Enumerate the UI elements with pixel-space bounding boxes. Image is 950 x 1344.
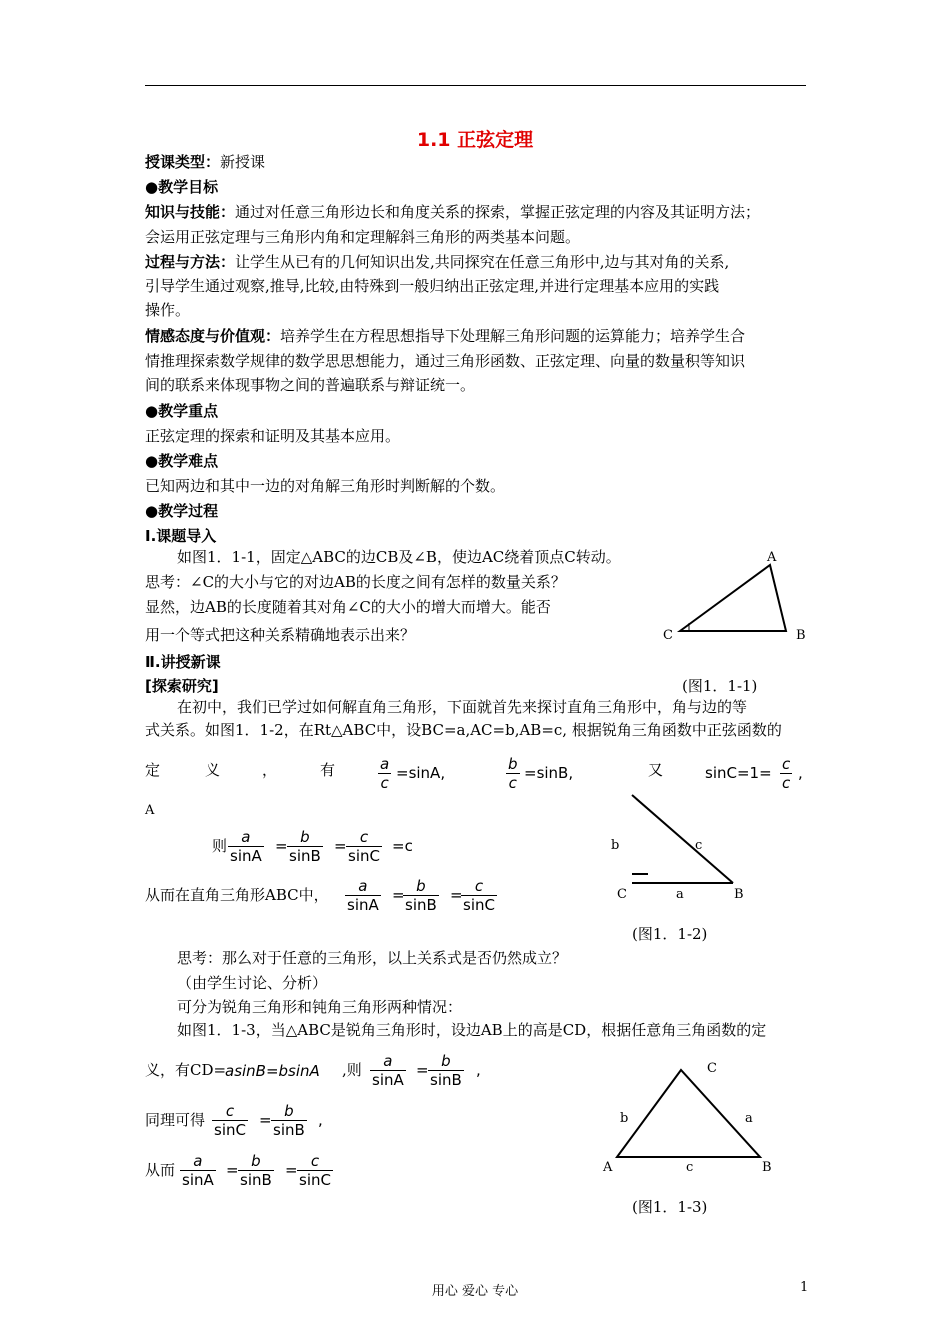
- key-heading: ●教学重点: [145, 402, 219, 420]
- emotion-text-1: 培养学生在方程思想指导下处理解三角形问题的运算能力；培养学生合: [280, 327, 746, 345]
- frac-c-over-c: $\frac{c}{c}$: [782, 755, 791, 792]
- fig1-caption: (图1．1-1): [682, 677, 758, 695]
- frac-a-sinA-1: $\frac{a}{\sin A}$: [230, 828, 262, 865]
- knowledge-line-1: [145, 202, 760, 222]
- frac-a-sinA-3: $\frac{a}{\sin A}$: [372, 1052, 404, 1089]
- frac-b-sinB-2: $\frac{b}{\sin B}$: [405, 877, 437, 914]
- fig3-label-side-a: a: [745, 1111, 753, 1126]
- frac-a-sinA-2: $\frac{a}{\sin A}$: [347, 877, 379, 914]
- explore-heading: [探索研究]: [145, 677, 219, 695]
- frac-b-sinB-4: $\frac{b}{\sin B}$: [273, 1102, 305, 1139]
- page-number: 1: [800, 1280, 809, 1295]
- process-line-2: 引导学生通过观察,推导,比较,由特殊到一般归纳出正弦定理,并进行定理基本应用的实践: [145, 277, 720, 295]
- key-text: 正弦定理的探索和证明及其基本应用。: [145, 427, 401, 445]
- emotion-line-2: 情推理探索数学规律的数学思思想能力，通过三角形函数、正弦定理、向量的数量积等知识: [145, 352, 746, 370]
- comma-3: ,: [318, 1111, 323, 1129]
- intro-line-4: 用一个等式把这种关系精确地表示出来？: [145, 626, 416, 644]
- figure-1-triangle: [660, 545, 810, 645]
- frac-b-sinB-3: $\frac{b}{\sin B}$: [430, 1052, 462, 1089]
- goals-heading: ●教学目标: [145, 178, 219, 196]
- fig3-label-side-c: c: [686, 1160, 694, 1175]
- eq-5: =: [416, 1061, 429, 1079]
- fig1-label-c: C: [663, 628, 673, 643]
- eq-sinA: =sinA,: [396, 764, 446, 782]
- similarly-text: 同理可得: [145, 1111, 206, 1129]
- lesson-type: [145, 152, 265, 172]
- fig2-label-b: B: [734, 887, 744, 902]
- fig2-label-side-a: a: [676, 887, 684, 902]
- difficulty-heading: ●教学难点: [145, 452, 219, 470]
- frac-c-sinC-2: $\frac{c}{\sin C}$: [463, 877, 495, 914]
- acute-line-2: 义，有CD=: [145, 1061, 227, 1079]
- hence-rt-text: 从而在直角三角形ABC中，: [145, 886, 329, 904]
- process-line-3: 操作。: [145, 301, 191, 319]
- frac-a-sinA-4: $\frac{a}{\sin A}$: [182, 1152, 214, 1189]
- frac-b-sinB-5: $\frac{b}{\sin B}$: [240, 1152, 272, 1189]
- emotion-line-3: 间的联系来体现事物之间的普遍联系与辩证统一。: [145, 376, 476, 394]
- intro-line-3: 显然，边AB的长度随着其对角∠C的大小的增大而增大。能否: [145, 598, 551, 616]
- process-text-1: 让学生从已有的几何知识出发,共同探究在任意三角形中,边与其对角的关系,: [235, 253, 730, 271]
- difficulty-text: 已知两边和其中一边的对角解三角形时判断解的个数。: [145, 477, 506, 495]
- frac-c-sinC-1: $\frac{c}{\sin C}$: [348, 828, 380, 865]
- then-2: ,则: [342, 1061, 362, 1079]
- frac-c-sinC-3: $\frac{c}{\sin C}$: [214, 1102, 246, 1139]
- knowledge-label: 知识与技能：: [145, 203, 236, 221]
- def-char-4: 有: [320, 761, 336, 779]
- think-2: 思考：那么对于任意的三角形，以上关系式是否仍然成立？: [177, 949, 568, 967]
- rt-line-2: 式关系。如图1．1-2，在Rt△ABC中，设BC=a,AC=b,AB=c, 根据锐角三角函数中正弦函数的: [145, 721, 782, 739]
- lesson-type-label: 授课类型：: [145, 153, 221, 171]
- rt-line-1: 在初中，我们已学过如何解直角三角形，下面就首先来探讨直角三角形中，角与边的等: [177, 698, 748, 716]
- sinC-eq-1: sinC=1=: [705, 764, 772, 782]
- emotion-line-1: [145, 326, 745, 346]
- fig2-label-side-b: b: [611, 838, 620, 853]
- emotion-label: 情感态度与价值观：: [145, 327, 281, 345]
- process-label: 过程与方法：: [145, 253, 236, 271]
- eq-3: =: [392, 886, 405, 904]
- fig2-label-c: C: [617, 887, 627, 902]
- frac-c-sinC-4: $\frac{c}{\sin C}$: [299, 1152, 331, 1189]
- def-char-3: ，: [262, 761, 278, 779]
- intro-line-2: 思考：∠C的大小与它的对边AB的长度之间有怎样的数量关系？: [145, 573, 566, 591]
- discuss: （由学生讨论、分析）: [177, 974, 328, 992]
- section-1-heading: Ⅰ.课题导入: [145, 527, 217, 545]
- eq-7: =: [226, 1161, 239, 1179]
- fig3-caption: (图1．1-3): [632, 1198, 708, 1216]
- frac-a-over-c: $\frac{a}{c}$: [380, 755, 390, 792]
- process-line-1: [145, 252, 729, 272]
- intro-line-1: 如图1．1-1，固定△ABC的边CB及∠B，使边AC绕着顶点C转动。: [177, 548, 621, 566]
- frac-b-sinB-1: $\frac{b}{\sin B}$: [289, 828, 321, 865]
- acute-line-1: 如图1．1-3，当△ABC是锐角三角形时，设边AB上的高是CD，根据任意角三角函数的定: [177, 1021, 767, 1039]
- fig3-label-side-b: b: [620, 1111, 629, 1126]
- eq-2: =: [334, 837, 347, 855]
- fig2-label-a: A: [145, 803, 155, 818]
- fig1-label-b: B: [796, 628, 806, 643]
- hence-2-text: 从而: [145, 1161, 176, 1179]
- eq-6: =: [259, 1111, 272, 1129]
- eq-4: =: [450, 886, 463, 904]
- knowledge-text-1: 通过对任意三角形边长和角度关系的探索，掌握正弦定理的内容及其证明方法；: [235, 203, 761, 221]
- you-text: 又: [648, 761, 664, 779]
- section-2-heading: Ⅱ.讲授新课: [145, 653, 221, 671]
- eq-sinB: =sinB,: [524, 764, 574, 782]
- cases: 可分为锐角三角形和钝角三角形两种情况：: [177, 998, 463, 1016]
- fig2-caption: (图1．1-2): [632, 925, 708, 943]
- def-char-1: 定: [145, 761, 161, 779]
- figure-2-right-triangle: [620, 790, 750, 890]
- eq-c: =c: [392, 837, 413, 855]
- eq-1: =: [275, 837, 288, 855]
- then-text: 则: [212, 837, 228, 855]
- header-rule: [145, 85, 806, 86]
- comma-2: ,: [476, 1061, 481, 1079]
- fig1-label-a: A: [767, 550, 777, 565]
- page-footer: 用心 爱心 专心: [431, 1284, 519, 1299]
- page-title: 1.1 正弦定理: [416, 129, 534, 151]
- lesson-type-value: 新授课: [220, 153, 266, 171]
- def-char-2: 义: [205, 761, 221, 779]
- process-heading: ●教学过程: [145, 502, 219, 520]
- fig3-label-a: A: [603, 1160, 613, 1175]
- fig3-label-b: B: [762, 1160, 772, 1175]
- fig3-label-c: C: [707, 1061, 717, 1076]
- eq-8: =: [285, 1161, 298, 1179]
- fig2-label-side-c: c: [695, 838, 703, 853]
- cd-expression: asinB=bsinA: [225, 1062, 320, 1080]
- comma: ,: [798, 764, 803, 782]
- frac-b-over-c: $\frac{b}{c}$: [508, 755, 518, 792]
- knowledge-line-2: 会运用正弦定理与三角形内角和定理解斜三角形的两类基本问题。: [145, 228, 581, 246]
